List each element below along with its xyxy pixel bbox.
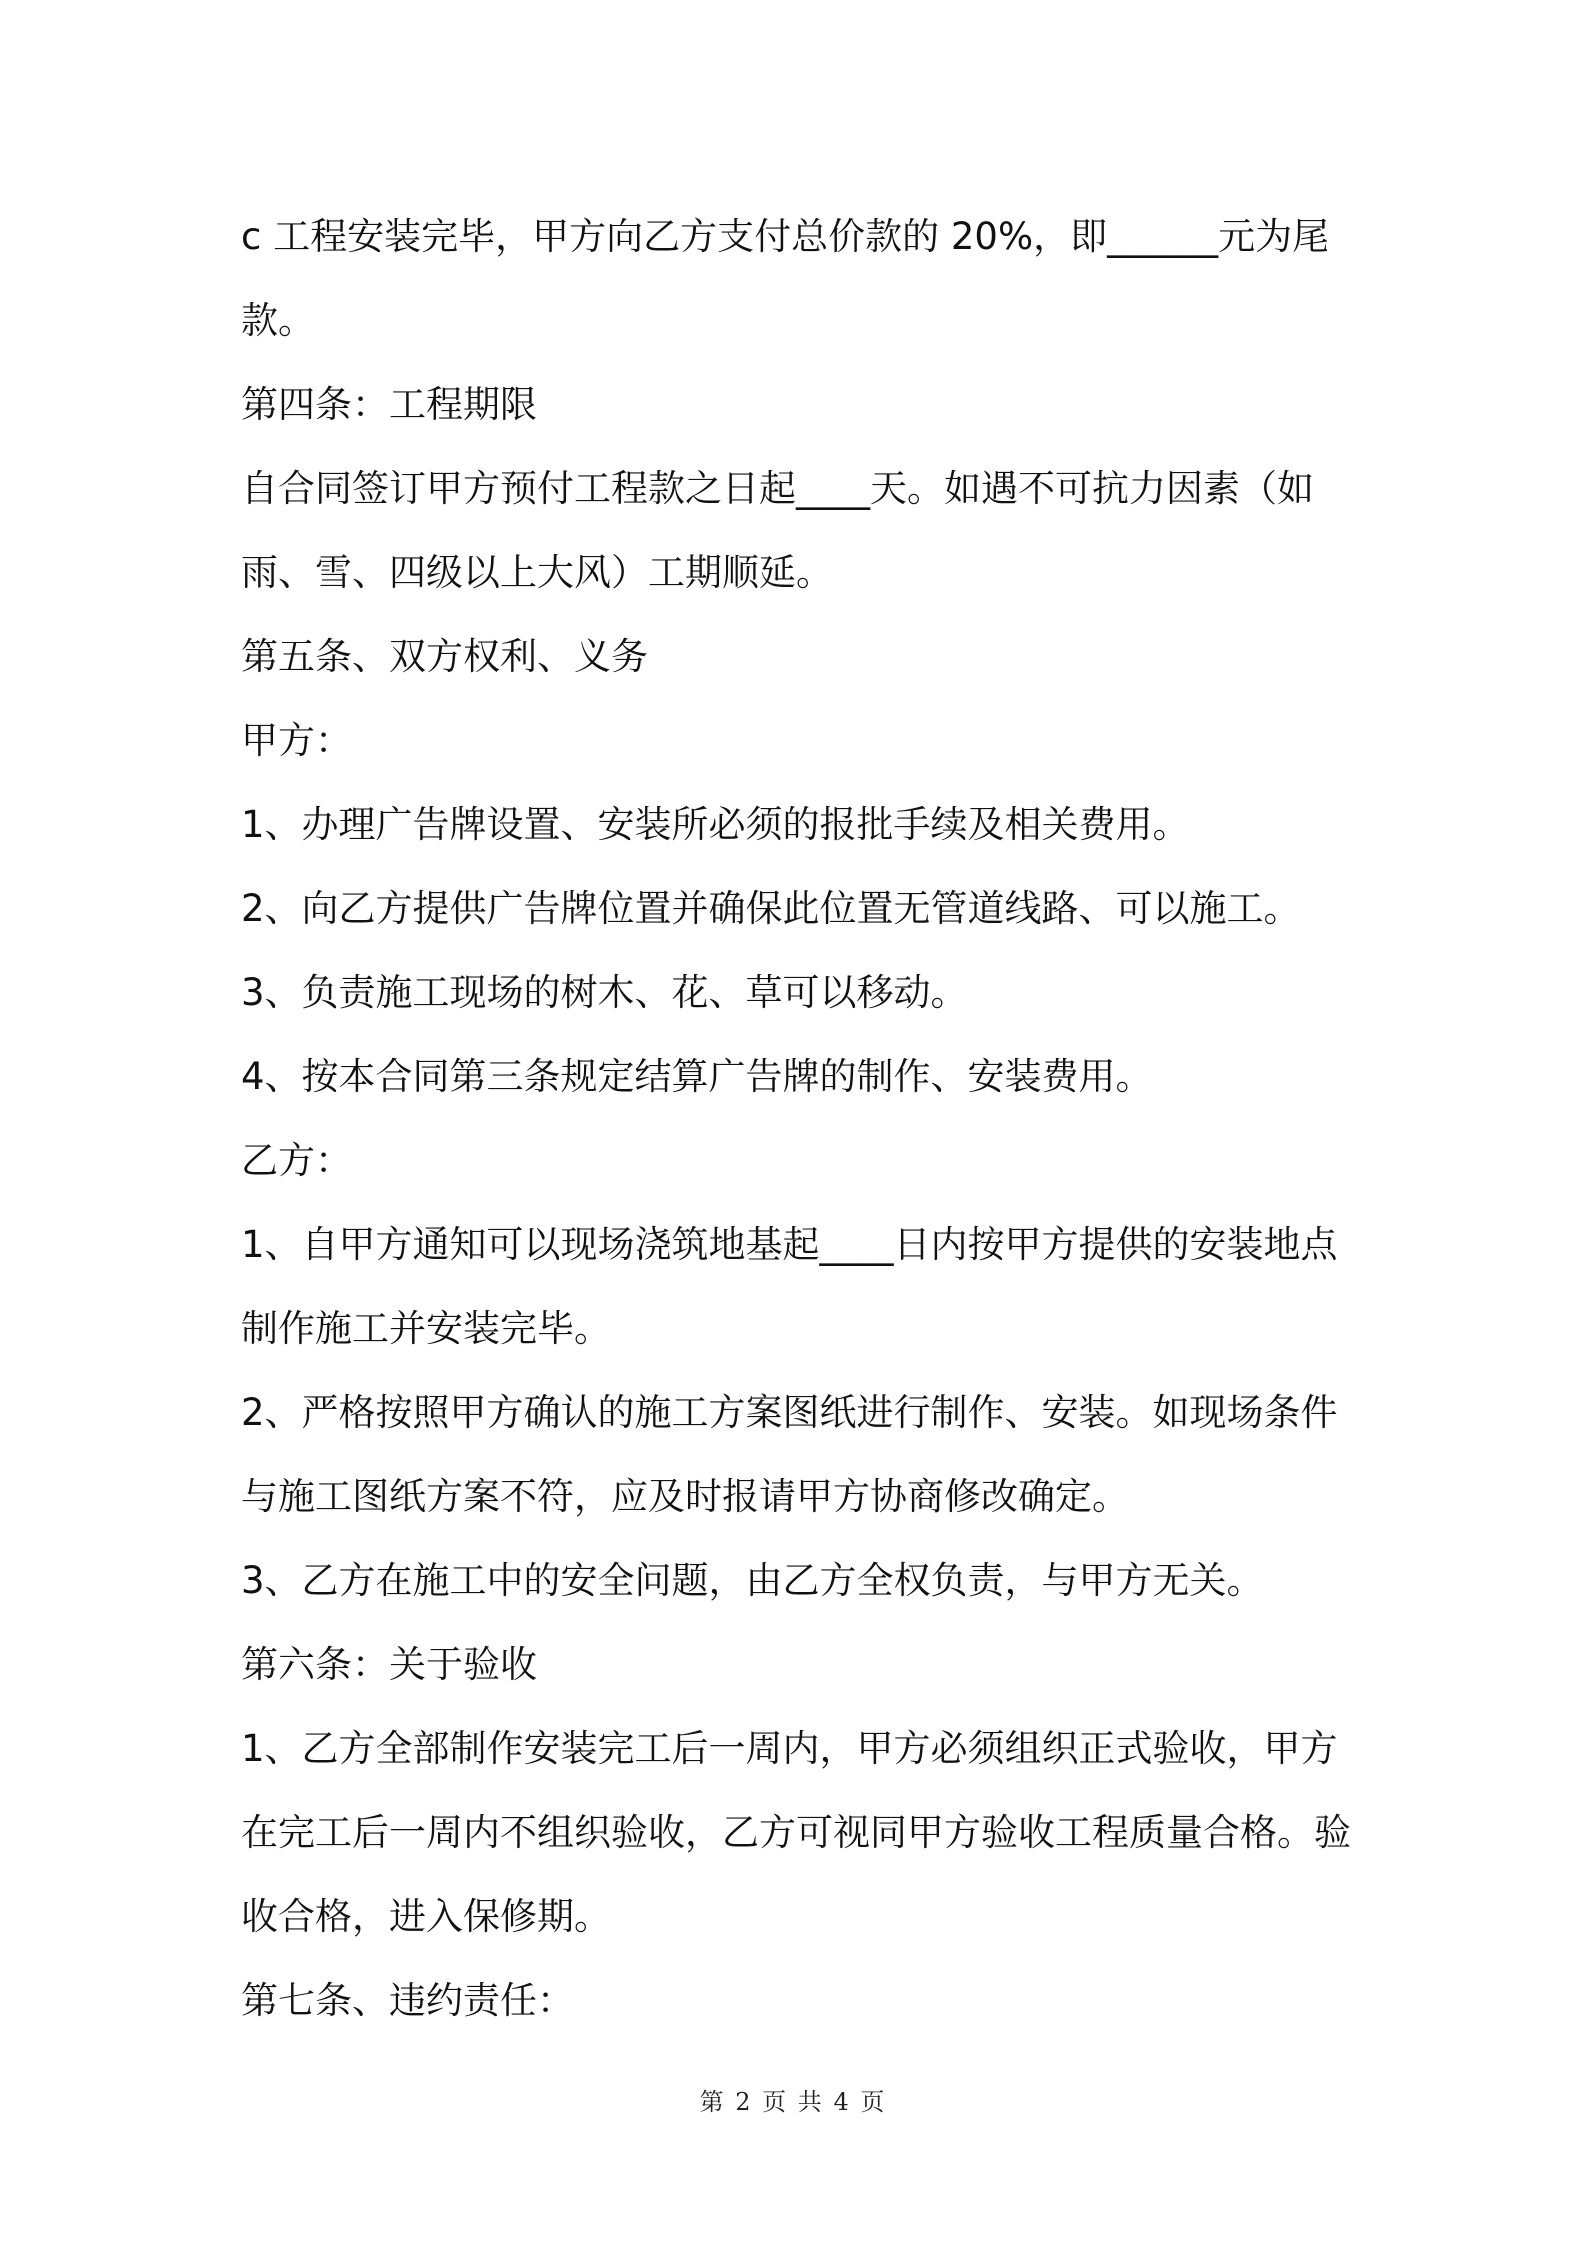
party-a-label: 甲方： bbox=[241, 719, 352, 762]
heading-article-5: 第五条、双方权利、义务 bbox=[241, 635, 648, 678]
heading-article-4: 第四条：工程期限 bbox=[241, 383, 537, 426]
paragraph-construction-period: 自合同签订甲方预付工程款之日起____天。如遇不可抗力因素（如雨、雪、四级以上大风）工期顺延。 bbox=[241, 467, 1314, 594]
party-a-item-3: 3、负责施工现场的树木、花、草可以移动。 bbox=[241, 971, 968, 1014]
page-number-footer: 第 2 页 共 4 页 bbox=[699, 2088, 887, 2116]
paragraph-final-payment: c 工程安装完毕，甲方向乙方支付总价款的 20%，即______元为尾款。 bbox=[241, 215, 1330, 342]
document-body bbox=[241, 195, 1361, 2043]
party-b-label: 乙方： bbox=[241, 1139, 352, 1182]
party-a-item-2: 2、向乙方提供广告牌位置并确保此位置无管道线路、可以施工。 bbox=[241, 887, 1301, 930]
party-b-item-1: 1、自甲方通知可以现场浇筑地基起____日内按甲方提供的安装地点制作施工并安装完毕。 bbox=[241, 1223, 1338, 1350]
party-b-item-3: 3、乙方在施工中的安全问题，由乙方全权负责，与甲方无关。 bbox=[241, 1559, 1264, 1602]
party-a-item-1: 1、办理广告牌设置、安装所必须的报批手续及相关费用。 bbox=[241, 803, 1190, 846]
party-a-item-4: 4、按本合同第三条规定结算广告牌的制作、安装费用。 bbox=[241, 1055, 1153, 1098]
party-b-item-2: 2、严格按照甲方确认的施工方案图纸进行制作、安装。如现场条件与施工图纸方案不符，应及时报请甲方协商修改确定。 bbox=[241, 1391, 1338, 1518]
acceptance-item-1: 1、乙方全部制作安装完工后一周内，甲方必须组织正式验收，甲方在完工后一周内不组织验收，乙方可视同甲方验收工程质量合格。验收合格，进入保修期。 bbox=[241, 1727, 1351, 1938]
heading-article-7: 第七条、违约责任： bbox=[241, 1979, 574, 2022]
heading-article-6: 第六条：关于验收 bbox=[241, 1643, 537, 1686]
